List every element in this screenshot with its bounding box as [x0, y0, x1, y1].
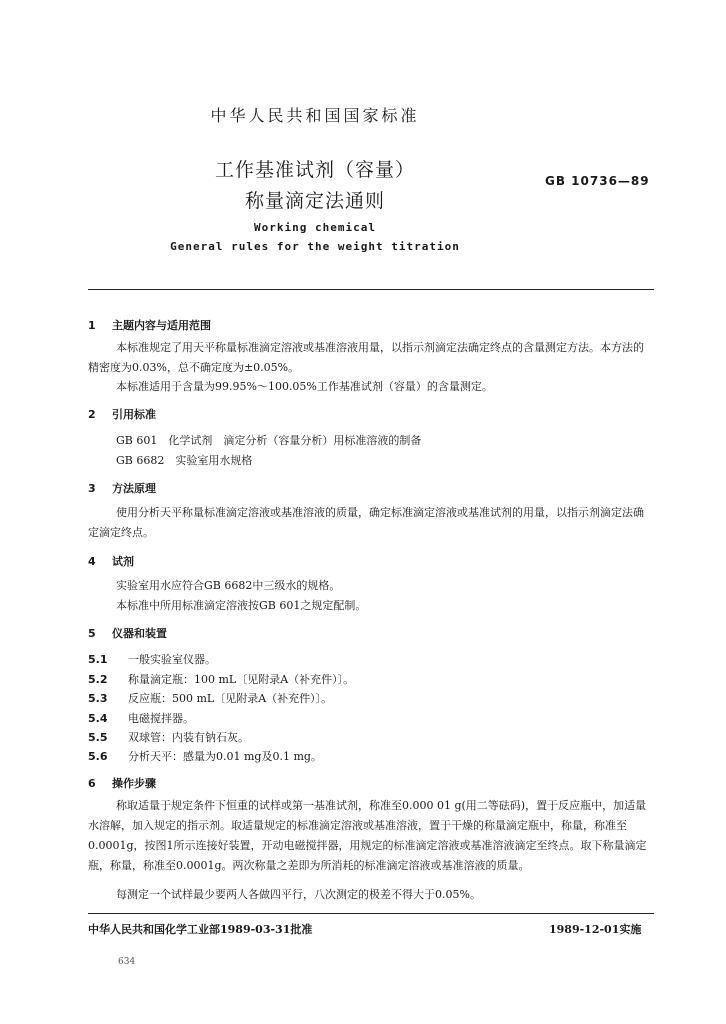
section-number: 2 [88, 408, 96, 421]
implementation-date: 1989-12-01实施 [549, 923, 642, 936]
item-number: 5.1 [88, 653, 108, 666]
section-number: 3 [88, 482, 96, 495]
item-number: 5.5 [88, 731, 108, 744]
section-1-heading [88, 317, 211, 333]
section-1-paragraph-2: 本标准适用于含量为99.95%～100.05%工作基准试剂（容量）的含量测定。 [116, 380, 493, 393]
section-title: 操作步骤 [112, 777, 156, 790]
item-text: 电磁搅拌器。 [128, 712, 194, 725]
section-3-paragraph: 使用分析天平称量标准滴定溶液或基准溶液的质量，确定标准滴定溶液或基准试剂的用量，以指示剂滴定法确定滴定终点。 [88, 506, 644, 539]
reference-standard-1: GB 601 化学试剂 滴定分析（容量分析）用标准溶液的制备 [116, 434, 422, 447]
item-text: 分析天平：感量为0.01 mg及0.1 mg。 [128, 750, 322, 763]
section-1-paragraph-1: 本标准规定了用天平称量标准滴定溶液或基准溶液用量，以指示剂滴定法确定终点的含量测定方法。本方法的精密度为0.03%，总不确定度为±0.05%。 [88, 341, 644, 374]
apparatus-item [88, 651, 216, 667]
section-4-heading [88, 553, 134, 569]
item-number: 5.2 [88, 673, 108, 686]
section-title: 主题内容与适用范围 [112, 319, 211, 332]
section-2-heading [88, 406, 156, 422]
header-divider [88, 289, 654, 290]
apparatus-item [88, 729, 249, 745]
section-4-paragraph-2: 本标准中所用标准滴定溶液按GB 601之规定配制。 [116, 599, 367, 612]
section-number: 1 [88, 319, 96, 332]
approval-date: 中华人民共和国化学工业部1989-03-31批准 [88, 923, 313, 936]
english-title-line2: General rules for the weight titration [170, 240, 460, 253]
section-title: 引用标准 [112, 408, 156, 421]
item-text: 反应瓶：500 mL〔见附录A（补充件）〕。 [128, 692, 333, 705]
document-title-line2: 称量滴定法通则 [244, 190, 385, 212]
footer-divider [88, 913, 654, 914]
item-number: 5.3 [88, 692, 108, 705]
section-4-paragraph-1: 实验室用水应符合GB 6682中三级水的规格。 [116, 579, 341, 592]
section-6-paragraph-1: 称取适量于规定条件下恒重的试样或第一基准试剂，称准至0.000 01 g(用二等砝码)，置于反应瓶中，加适量水溶解，加入规定的指示剂。取适量规定的标准滴定溶液或基准溶液，置于干燥的称量滴定瓶中，称量，称准至0.0001g，按图1所示连接好装置，开动电磁搅拌器，用规定的标准滴定溶液或基准溶液滴定至终点。取下称量滴定瓶，称量，称准至0.0001g。两次称量之差即为所消耗的标准滴定溶液或基准溶液的质量。 [88, 799, 647, 872]
section-number: 5 [88, 627, 96, 640]
item-text: 一般实验室仪器。 [128, 653, 216, 666]
apparatus-item [88, 690, 332, 706]
apparatus-item [88, 671, 354, 687]
section-title: 方法原理 [112, 482, 156, 495]
section-number: 6 [88, 777, 96, 790]
section-3-heading [88, 480, 156, 496]
section-number: 4 [88, 555, 96, 568]
item-number: 5.4 [88, 712, 108, 725]
document-title-line1: 工作基准试剂（容量） [214, 159, 415, 181]
item-text: 称量滴定瓶：100 mL〔见附录A（补充件）〕。 [128, 673, 355, 686]
item-text: 双球管：内装有钠石灰。 [128, 731, 249, 744]
section-6-heading [88, 775, 156, 791]
section-title: 仪器和装置 [112, 627, 167, 640]
section-title: 试剂 [112, 555, 134, 568]
reference-standard-2: GB 6682 实验室用水规格 [116, 454, 253, 467]
item-number: 5.6 [88, 750, 108, 763]
section-6-paragraph-2: 每测定一个试样最少要两人各做四平行，八次测定的极差不得大于0.05%。 [116, 888, 481, 901]
apparatus-item [88, 748, 322, 764]
english-title-line1: Working chemical [254, 221, 376, 234]
apparatus-item [88, 710, 194, 726]
standard-number: GB 10736—89 [545, 174, 650, 188]
page-number: 634 [118, 957, 136, 967]
section-5-heading [88, 625, 167, 641]
national-standard-heading: 中华人民共和国国家标准 [210, 106, 420, 125]
